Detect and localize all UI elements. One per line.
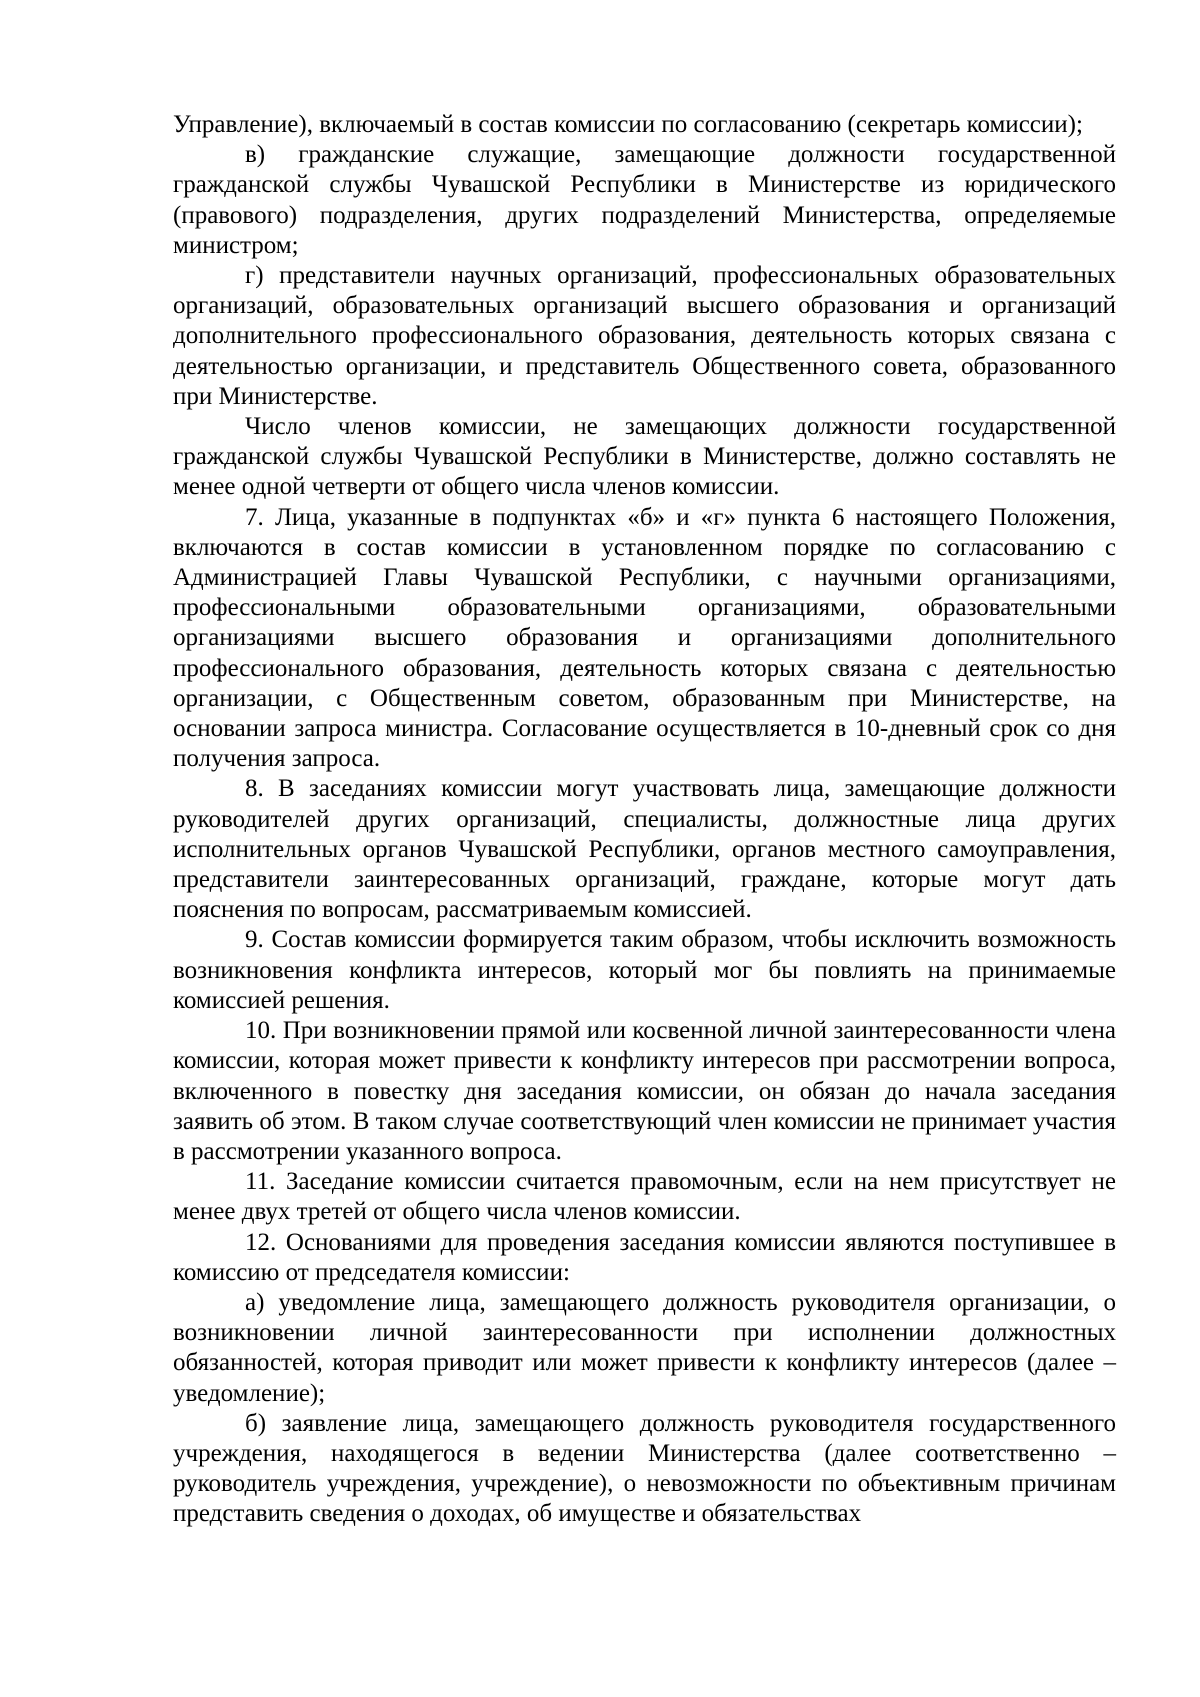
paragraph-item-v: в) гражданские служащие, замещающие должности государственной гражданской службы Чувашской Республики в Министерстве из юридического (правового) подразделения, других подразделений Министерства, определяемые министром; — [173, 141, 1116, 259]
paragraph-clause-11: 11. Заседание комиссии считается правомочным, если на нем присутствует не менее двух третей от общего числа членов комиссии. — [173, 1168, 1116, 1226]
document-page — [173, 110, 1116, 1530]
paragraph-secretary: Управление), включаемый в состав комиссии по согласованию (секретарь комиссии); — [173, 111, 1083, 138]
paragraph-clause-7: 7. Лица, указанные в подпунктах «б» и «г» пункта 6 настоящего Положения, включаются в состав комиссии в установленном порядке по согласованию с Администрацией Главы Чувашской Республики, с научными организациями, профессиональными образовательными организациями, образовательными организациями высшего образования и организациями дополнительного профессионального образования, деятельность которых связана с деятельностью организации, с Общественным советом, образованным при Министерстве, на основании запроса министра. Согласование осуществляется в 10-дневный срок со дня получения запроса. — [173, 503, 1116, 773]
paragraph-clause-8: 8. В заседаниях комиссии могут участвовать лица, замещающие должности руководителей других организаций, специалисты, должностные лица других исполнительных органов Чувашской Республики, органов местного самоуправления, представители заинтересованных организаций, граждане, которые могут дать пояснения по вопросам, рассматриваемым комиссией. — [173, 775, 1116, 924]
paragraph-clause-9: 9. Состав комиссии формируется таким образом, чтобы исключить возможность возникновения конфликта интересов, который мог бы повлиять на принимаемые комиссией решения. — [173, 926, 1116, 1014]
paragraph-item-a: а) уведомление лица, замещающего должность руководителя организации, о возникновении личной заинтересованности при исполнении должностных обязанностей, которая приводит или может привести к конфликту интересов (далее – уведомление); — [173, 1288, 1116, 1407]
paragraph-members-count: Число членов комиссии, не замещающих должности государственной гражданской службы Чувашской Республики в Министерстве, должно составлять не менее одной четверти от общего числа членов комиссии. — [173, 413, 1116, 501]
paragraph-clause-10: 10. При возникновении прямой или косвенной личной заинтересованности члена комиссии, которая может привести к конфликту интересов при рассмотрении вопроса, включенного в повестку дня заседания комиссии, он обязан до начала заседания заявить об этом. В таком случае соответствующий член комиссии не принимает участия в рассмотрении указанного вопроса. — [173, 1017, 1116, 1165]
paragraph-item-b: б) заявление лица, замещающего должность руководителя государственного учреждения, находящегося в ведении Министерства (далее соответственно – руководитель учреждения, учреждение), о невозможности по объективным причинам представить сведения о доходах, об имуществе и обязательствах — [173, 1409, 1116, 1528]
paragraph-clause-12: 12. Основаниями для проведения заседания комиссии являются поступившее в комиссию от председателя комиссии: — [173, 1228, 1116, 1286]
paragraph-item-g: г) представители научных организаций, профессиональных образовательных организаций, образовательных организаций высшего образования и организаций дополнительного профессионального образования, деятельность которых связана с деятельностью организации, и представитель Общественного совета, образованного при Министерстве. — [173, 262, 1116, 410]
